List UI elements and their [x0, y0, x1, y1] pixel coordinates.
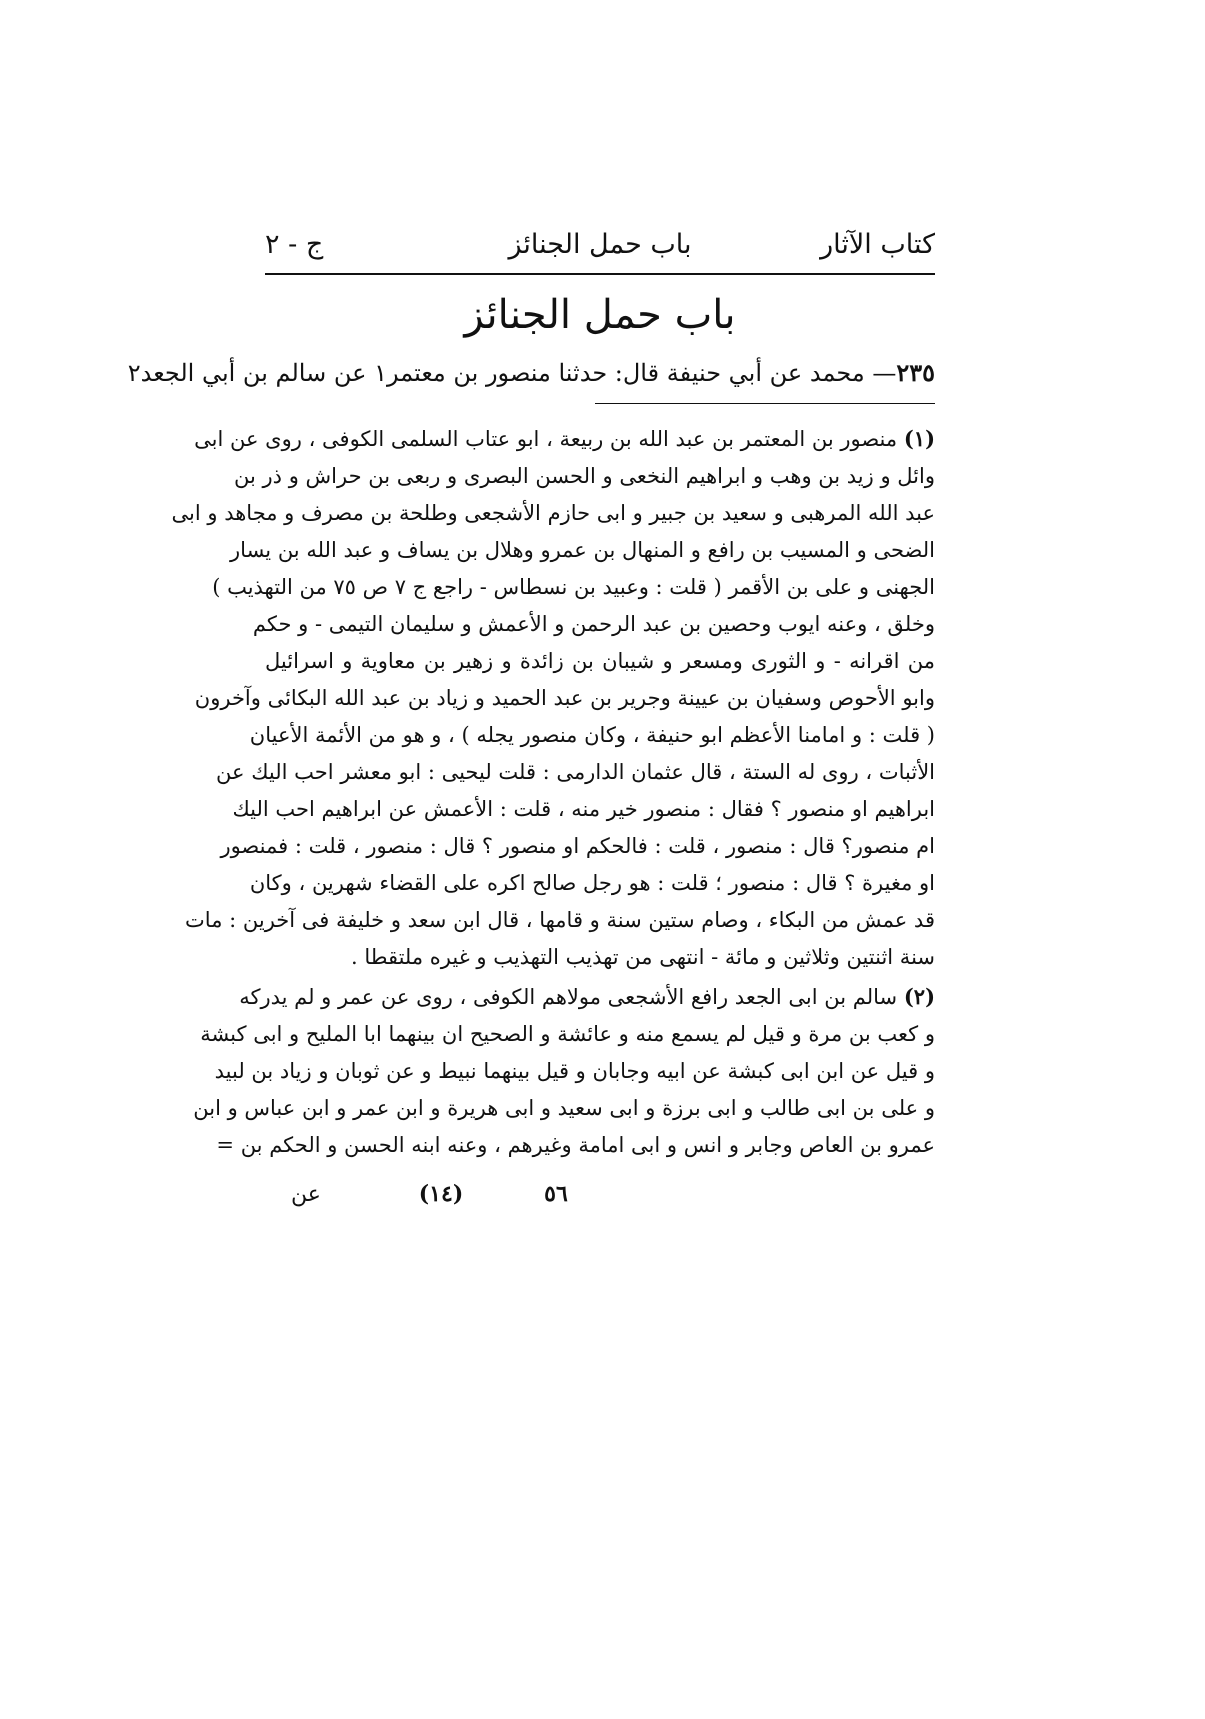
hadith-number: ٢٣٥	[896, 358, 935, 387]
footnote-line: ابراهيم او منصور ؟ فقال : منصور خير منه ، قلت : الأعمش عن ابراهيم احب اليك	[232, 797, 935, 821]
footnote-number: (٢)	[903, 984, 935, 1009]
footnote-number: (١)	[903, 426, 935, 451]
footnotes	[171, 420, 935, 1164]
footnote-1	[171, 420, 935, 976]
running-head	[265, 225, 935, 271]
footnote-line: او مغيرة ؟ قال : منصور ؛ قلت : هو رجل صالح اكره على القضاء شهرين ، وكان	[249, 871, 935, 895]
footnote-line: قد عمش من البكاء ، وصام ستين سنة و قامها ، قال ابن سعد و خليفة فى آخرين : مات	[185, 908, 935, 932]
page-number: ٥٦	[544, 1181, 568, 1207]
footnote-rule	[595, 403, 935, 404]
footnote-line: عبد الله المرهبى و سعيد بن جبير و ابى حازم الأشجعى وطلحة بن مصرف و مجاهد و ابى	[171, 501, 935, 525]
footnote-line: ام منصور؟ قال : منصور ، قلت : فالحكم او منصور ؟ قال : منصور ، قلت : فمنصور	[220, 834, 935, 858]
running-head-book-title: كتاب الآثار	[820, 229, 935, 260]
footnote-line: سنة اثنتين وثلاثين و مائة - انتهى من تهذيب التهذيب و غيره ملتقطا .	[350, 945, 935, 969]
footnote-line: (٢) سالم بن ابى الجعد رافع الأشجعى مولاهم الكوفى ، روى عن عمر و لم يدركه	[239, 984, 935, 1009]
running-head-volume: ج - ٢	[265, 229, 324, 260]
footnote-line: وائل و زيد بن وهب و ابراهيم النخعى و الحسن البصرى و ربعى بن حراش و ذر بن	[234, 464, 935, 488]
footnote-line: و كعب بن مرة و قيل لم يسمع منه و عائشة و الصحيح ان بينهما ابا المليح و ابى كبشة	[200, 1022, 935, 1046]
footnote-line: ( قلت : و امامنا الأعظم ابو حنيفة ، وكان منصور يجله ) ، و هو من الأئمة الأعيان	[249, 723, 935, 747]
footnote-line: و على بن ابى طالب و ابى برزة و ابى سعيد و ابى هريرة و ابن عمر و ابن عباس و ابن	[193, 1096, 935, 1120]
header-rule	[265, 273, 935, 275]
footnote-line: وابو الأحوص وسفيان بن عيينة وجرير بن عبد الحميد و زياد بن عبد الله البكائى وآخرون	[194, 686, 935, 710]
footnote-line: وخلق ، وعنه ايوب وحصين بن عبد الرحمن و الأعمش و سليمان التيمى - و حكم	[252, 612, 935, 636]
footnote-line: عمرو بن العاص وجابر و انس و ابى امامة وغيرهم ، وعنه ابنه الحسن و الحكم بن =	[216, 1133, 935, 1157]
hadith-body: — محمد عن أبي حنيفة قال: حدثنا منصور بن معتمر١ عن سالم بن أبي الجعد٢	[127, 359, 897, 387]
footnote-2	[193, 978, 935, 1164]
catchword: عن	[291, 1182, 321, 1207]
footnote-line: الأثبات ، روى له الستة ، قال عثمان الدارمى : قلت ليحيى : ابو معشر احب اليك عن	[216, 760, 935, 784]
document-page	[127, 225, 935, 1213]
signature-mark: (١٤)	[418, 1181, 464, 1207]
page-footer	[265, 1176, 935, 1213]
footnote-line: الجهنى و على بن الأقمر ( قلت : وعبيد بن نسطاس - راجع ج ٧ ص ٧٥ من التهذيب )	[212, 575, 935, 599]
chapter-title: باب حمل الجنائز	[464, 292, 736, 338]
footnote-line: الضحى و المسيب بن رافع و المنهال بن عمرو وهلال بن يساف و عبد الله بن يسار	[230, 538, 935, 562]
footnote-line: من اقرانه - و الثورى ومسعر و شيبان بن زائدة و زهير بن معاوية و اسرائيل	[265, 649, 935, 673]
hadith-text	[127, 353, 935, 393]
footnote-line: و قيل عن ابن ابى كبشة عن ابيه وجابان و قيل بينهما نبيط و عن ثوبان و زياد بن لبيد	[214, 1059, 935, 1083]
running-head-chapter: باب حمل الجنائز	[508, 229, 692, 260]
footnote-line: (١) منصور بن المعتمر بن عبد الله بن ربيعة ، ابو عتاب السلمى الكوفى ، روى عن ابى	[194, 426, 935, 451]
